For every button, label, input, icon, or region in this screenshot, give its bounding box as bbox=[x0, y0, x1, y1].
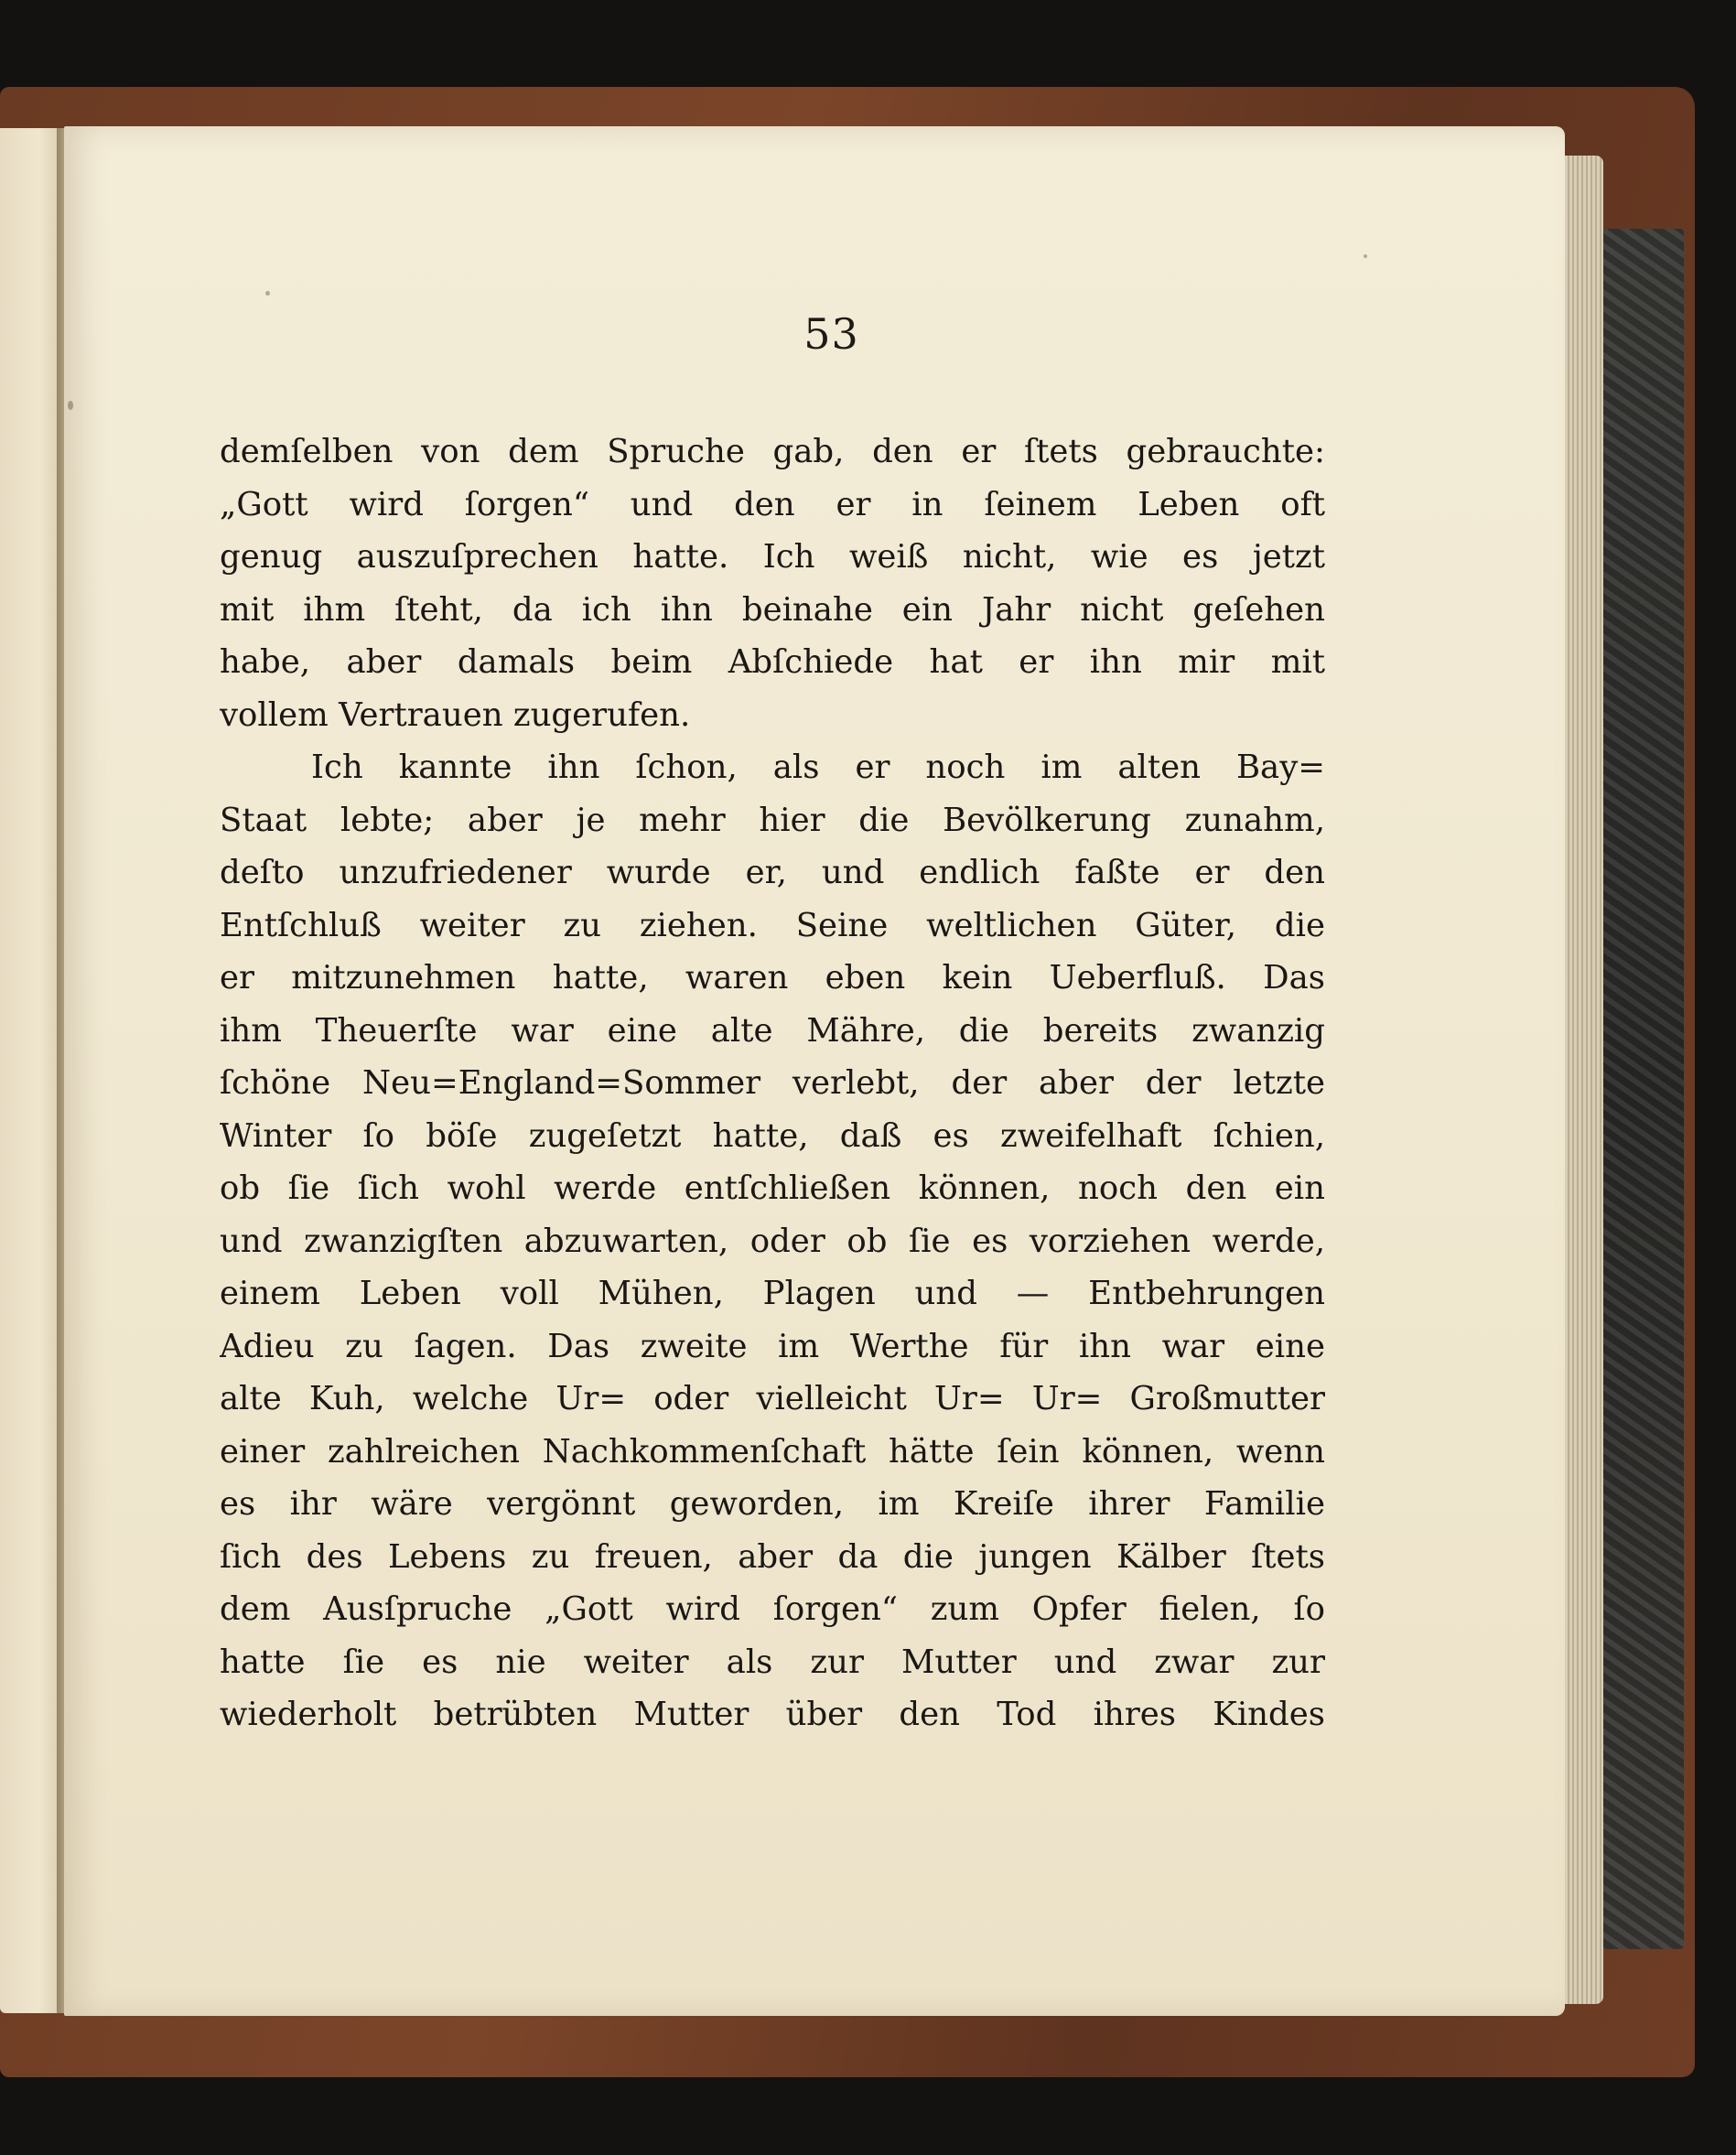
text-line: hatte ſie es nie weiter als zur Mutter und zwar zur bbox=[220, 1643, 1325, 1681]
page-body-text bbox=[220, 426, 1325, 1741]
text-line: deſto unzufriedener wurde er, und endlich faßte er den bbox=[220, 854, 1325, 891]
text-line: dem Ausſpruche „Gott wird ſorgen“ zum Opfer fielen, ſo bbox=[220, 1590, 1325, 1628]
text-line: ihm Theuerſte war eine alte Mähre, die bereits zwanzig bbox=[220, 1011, 1325, 1050]
page-speck bbox=[68, 401, 73, 410]
text-line: „Gott wird ſorgen“ und den er in ſeinem Leben oft bbox=[220, 485, 1325, 523]
text-line: Adieu zu ſagen. Das zweite im Werthe für ihn war eine bbox=[220, 1327, 1325, 1365]
page-speck bbox=[1364, 254, 1367, 258]
text-line: Winter ſo böſe zugeſetzt hatte, daß es zweifelhaft ſchien, bbox=[220, 1116, 1325, 1155]
text-line: Staat lebte; aber je mehr hier die Bevölkerung zunahm, bbox=[220, 801, 1325, 839]
text-line: vollem Vertrauen zugerufen. bbox=[220, 695, 691, 734]
text-line: es ihr wäre vergönnt geworden, im Kreiſe ihrer Familie bbox=[220, 1485, 1325, 1523]
page-number: 53 bbox=[803, 309, 859, 359]
text-line: und zwanzigſten abzuwarten, oder ob ſie es vorziehen werde, bbox=[220, 1222, 1325, 1260]
text-line: ob ſie ſich wohl werde entſchließen können, noch den ein bbox=[220, 1169, 1325, 1207]
text-line: Entſchluß weiter zu ziehen. Seine weltlichen Güter, die bbox=[220, 906, 1325, 944]
text-line: habe, aber damals beim Abſchiede hat er ihn mir mit bbox=[220, 643, 1325, 681]
text-line: ſich des Lebens zu freuen, aber da die jungen Kälber ſtets bbox=[220, 1537, 1325, 1576]
marbled-cover-strip bbox=[1597, 229, 1684, 1949]
text-line: er mitzunehmen hatte, waren eben kein Ueberfluß. Das bbox=[220, 959, 1325, 997]
text-line: Ich kannte ihn ſchon, als er noch im alten Bay= bbox=[311, 749, 1325, 786]
text-line: demſelben von dem Spruche gab, den er ſtets gebrauchte: bbox=[220, 433, 1325, 470]
text-line: einem Leben voll Mühen, Plagen und — Entbehrungen bbox=[220, 1275, 1325, 1312]
page-speck bbox=[265, 291, 270, 296]
left-page-edge bbox=[0, 128, 64, 2013]
text-line: ſchöne Neu=England=Sommer verlebt, der aber der letzte bbox=[220, 1064, 1325, 1102]
text-line: genug auszuſprechen hatte. Ich weiß nicht, wie es jetzt bbox=[220, 538, 1325, 576]
text-line: wiederholt betrübten Mutter über den Tod ihres Kindes bbox=[220, 1696, 1325, 1733]
text-line: mit ihm ſteht, da ich ihn beinahe ein Jahr nicht geſehen bbox=[220, 590, 1325, 629]
text-line: einer zahlreichen Nachkommenſchaft hätte ſein können, wenn bbox=[220, 1432, 1325, 1471]
text-line: alte Kuh, welche Ur= oder vielleicht Ur= Ur= Großmutter bbox=[220, 1380, 1325, 1417]
